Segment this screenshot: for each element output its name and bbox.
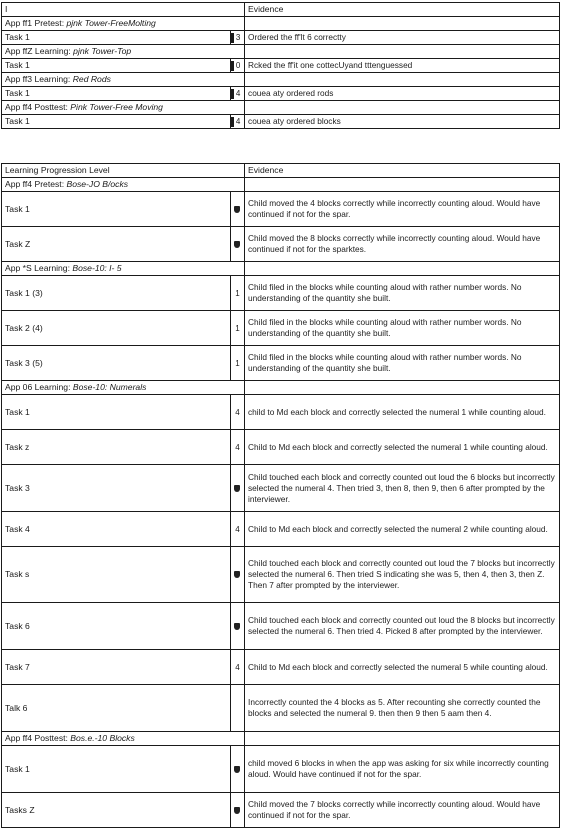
level-marker-icon bbox=[234, 206, 240, 213]
table-row bbox=[2, 276, 560, 311]
level-bar-icon bbox=[231, 33, 234, 43]
header-evidence: Evidence bbox=[245, 3, 560, 17]
evidence-text: Child to Md each block and correctly selected the numeral 1 while counting aloud. bbox=[245, 430, 560, 465]
level-cell bbox=[230, 115, 244, 129]
table-row bbox=[2, 87, 560, 101]
table-row bbox=[2, 395, 560, 430]
task-label: Task 1 bbox=[2, 31, 231, 45]
table-row bbox=[2, 31, 560, 45]
level-value: 4 bbox=[235, 524, 240, 534]
task-label: Task 1 bbox=[2, 87, 231, 101]
task-label: Task 1 bbox=[2, 115, 231, 129]
section-title bbox=[2, 45, 245, 59]
section-title-activity: pjnk Tower-Top bbox=[73, 46, 132, 56]
evidence-text: Child touched each block and correctly counted out loud the 7 blocks but incorrectly selected the numeral 6. Then tried S indicating she was 5, then 4, then 3, then Z. Then 7 after prompted by the interviewer. bbox=[245, 547, 560, 603]
level-cell bbox=[230, 547, 244, 603]
level-cell bbox=[230, 395, 244, 430]
section-evidence-empty bbox=[245, 178, 560, 192]
level-bar-icon bbox=[231, 89, 234, 99]
task-label: Task 1 bbox=[2, 59, 231, 73]
evidence-text: child moved 6 blocks in when the app was asking for six while incorrectly counting aloud. Would have continued if not for the spar. bbox=[245, 746, 560, 793]
level-value: 0 bbox=[235, 61, 241, 70]
task-label: Task s bbox=[2, 547, 231, 603]
evidence-text: Incorrectly counted the 4 blocks as 5. After recounting she correctly counted the blocks and selected the numeral 9. then then 9 then 5 aam then 4. bbox=[245, 685, 560, 732]
table-row bbox=[2, 512, 560, 547]
level-cell bbox=[230, 603, 244, 650]
task-label: Task Z bbox=[2, 227, 231, 262]
table-row bbox=[2, 685, 560, 732]
section-title bbox=[2, 178, 245, 192]
evidence-text: Child moved the 8 blocks correctly while incorrectly counting aloud. Would have continued if not for the sparktes. bbox=[245, 227, 560, 262]
section-title-activity: pjnk Tower-FreeMolting bbox=[66, 18, 156, 28]
section-row bbox=[2, 262, 560, 276]
section-evidence-empty bbox=[245, 17, 560, 31]
level-marker-icon bbox=[234, 241, 240, 248]
header-row bbox=[2, 3, 560, 17]
evidence-text: Child moved the 4 blocks correctly while incorrectly counting aloud. Would have continued if not for the spar. bbox=[245, 192, 560, 227]
level-cell bbox=[230, 430, 244, 465]
level-cell bbox=[230, 59, 244, 73]
section-title-activity: Pink Tower-Free Moving bbox=[70, 102, 163, 112]
level-cell bbox=[230, 192, 244, 227]
section-title bbox=[2, 101, 245, 115]
task-label: Task 2 (4) bbox=[2, 311, 231, 346]
table-row bbox=[2, 793, 560, 828]
level-cell bbox=[230, 512, 244, 547]
table-row bbox=[2, 192, 560, 227]
level-marker-icon bbox=[234, 571, 240, 578]
task-label: Task 1 bbox=[2, 192, 231, 227]
level-cell bbox=[230, 87, 244, 101]
level-value: 1 bbox=[235, 323, 240, 333]
section-title-prefix: App *S Learning: bbox=[5, 263, 70, 273]
section-title bbox=[2, 17, 245, 31]
evidence-text: Child filed in the blocks while counting aloud with rather number words. No understanding of the quantity she built. bbox=[245, 346, 560, 381]
level-value: 3 bbox=[235, 33, 241, 42]
evidence-text: Ordered the ff'lt 6 correctty bbox=[245, 31, 560, 45]
level-cell bbox=[230, 685, 244, 732]
level-cell bbox=[230, 227, 244, 262]
section-title bbox=[2, 732, 245, 746]
task-label: Task 4 bbox=[2, 512, 231, 547]
level-value: 4 bbox=[235, 442, 240, 452]
level-value: 4 bbox=[235, 662, 240, 672]
section-evidence-empty bbox=[245, 101, 560, 115]
evidence-text: Child to Md each block and correctly selected the numeral 2 while counting aloud. bbox=[245, 512, 560, 547]
level-cell bbox=[230, 276, 244, 311]
section-row bbox=[2, 73, 560, 87]
section-title bbox=[2, 381, 245, 395]
evidence-text: child to Md each block and correctly selected the numeral 1 while counting aloud. bbox=[245, 395, 560, 430]
section-row bbox=[2, 45, 560, 59]
section-evidence-empty bbox=[245, 262, 560, 276]
section-row bbox=[2, 381, 560, 395]
evidence-text: couea aty ordered blocks bbox=[245, 115, 560, 129]
table-row bbox=[2, 547, 560, 603]
level-value: 4 bbox=[235, 89, 241, 98]
summary-table bbox=[1, 2, 560, 129]
level-value: 4 bbox=[235, 117, 241, 126]
level-cell bbox=[230, 650, 244, 685]
evidence-text: Child filed in the blocks while counting aloud with rather number words. No understanding of the quantity she built. bbox=[245, 276, 560, 311]
section-title-prefix: App ff4 Posttest: bbox=[5, 102, 68, 112]
table-row bbox=[2, 59, 560, 73]
section-title-activity: Bose-JO B/ocks bbox=[66, 179, 129, 189]
section-row bbox=[2, 101, 560, 115]
level-marker-icon bbox=[234, 623, 240, 630]
task-label: Task 6 bbox=[2, 603, 231, 650]
level-value: 1 bbox=[235, 288, 240, 298]
evidence-text: Child filed in the blocks while counting aloud with rather number words. No understanding of the quantity she built. bbox=[245, 311, 560, 346]
task-label: Task 1 bbox=[2, 395, 231, 430]
section-title-activity: Red Rods bbox=[72, 74, 111, 84]
table-row bbox=[2, 465, 560, 512]
header-row bbox=[2, 164, 560, 178]
section-evidence-empty bbox=[245, 381, 560, 395]
section-title bbox=[2, 73, 245, 87]
table-row bbox=[2, 227, 560, 262]
table-row bbox=[2, 346, 560, 381]
level-cell bbox=[230, 311, 244, 346]
level-value: 4 bbox=[235, 407, 240, 417]
section-title-prefix: App 06 Learning: bbox=[5, 382, 71, 392]
section-row bbox=[2, 178, 560, 192]
level-bar-icon bbox=[231, 117, 234, 127]
level-marker-icon bbox=[234, 807, 240, 814]
table-row bbox=[2, 430, 560, 465]
task-label: Task z bbox=[2, 430, 231, 465]
evidence-text: Child to Md each block and correctly selected the numeral 5 while counting aloud. bbox=[245, 650, 560, 685]
section-title-prefix: App ffZ Learning: bbox=[5, 46, 71, 56]
table-row bbox=[2, 311, 560, 346]
level-cell bbox=[230, 346, 244, 381]
section-evidence-empty bbox=[245, 45, 560, 59]
level-value: 1 bbox=[235, 358, 240, 368]
task-label: Task 3 bbox=[2, 465, 231, 512]
task-label: Task 3 (5) bbox=[2, 346, 231, 381]
section-title-activity: Bose-10: Numerals bbox=[72, 382, 147, 392]
evidence-text: Child moved the 7 blocks correctly while incorrectly counting aloud. Would have continued if not for the spar. bbox=[245, 793, 560, 828]
task-label: Talk 6 bbox=[2, 685, 231, 732]
evidence-text: Rcked the ff'it one cottecUyand tttenguessed bbox=[245, 59, 560, 73]
table-row bbox=[2, 115, 560, 129]
section-title-prefix: App ff4 Pretest: bbox=[5, 179, 65, 189]
section-row bbox=[2, 17, 560, 31]
learning-progression-table bbox=[1, 163, 560, 828]
section-title-activity: Bose-10: I- 5 bbox=[72, 263, 122, 273]
level-cell bbox=[230, 793, 244, 828]
task-label: Tasks Z bbox=[2, 793, 231, 828]
evidence-text: Child touched each block and correctly counted out loud the 8 blocks but incorrectly selected the numeral 6. Then tried 4. Picked 8 after prompted by the interviewer. bbox=[245, 603, 560, 650]
section-evidence-empty bbox=[245, 732, 560, 746]
section-title-prefix: App ff1 Pretest: bbox=[5, 18, 65, 28]
level-marker-icon bbox=[234, 766, 240, 773]
header-evidence: Evidence bbox=[245, 164, 560, 178]
section-row bbox=[2, 732, 560, 746]
task-label: Task 7 bbox=[2, 650, 231, 685]
table-row bbox=[2, 650, 560, 685]
header-level: I bbox=[2, 3, 245, 17]
table-row bbox=[2, 603, 560, 650]
level-cell bbox=[230, 465, 244, 512]
evidence-text: couea aty ordered rods bbox=[245, 87, 560, 101]
section-title-prefix: App ff4 Posttest: bbox=[5, 733, 68, 743]
section-title-activity: Bos.e.-10 Blocks bbox=[70, 733, 135, 743]
level-bar-icon bbox=[231, 61, 234, 71]
header-level: Learning Progression Level bbox=[2, 164, 245, 178]
table-row bbox=[2, 746, 560, 793]
level-cell bbox=[230, 746, 244, 793]
task-label: Task 1 (3) bbox=[2, 276, 231, 311]
section-title bbox=[2, 262, 245, 276]
section-title-prefix: App ff3 Learning: bbox=[5, 74, 71, 84]
section-evidence-empty bbox=[245, 73, 560, 87]
level-marker-icon bbox=[234, 485, 240, 492]
level-cell bbox=[230, 31, 244, 45]
task-label: Task 1 bbox=[2, 746, 231, 793]
evidence-text: Child touched each block and correctly counted out loud the 6 blocks but incorrectly selected the numeral 4. Then tried 3, then 8, then 9, then 6 after prompted by the interviewer. bbox=[245, 465, 560, 512]
